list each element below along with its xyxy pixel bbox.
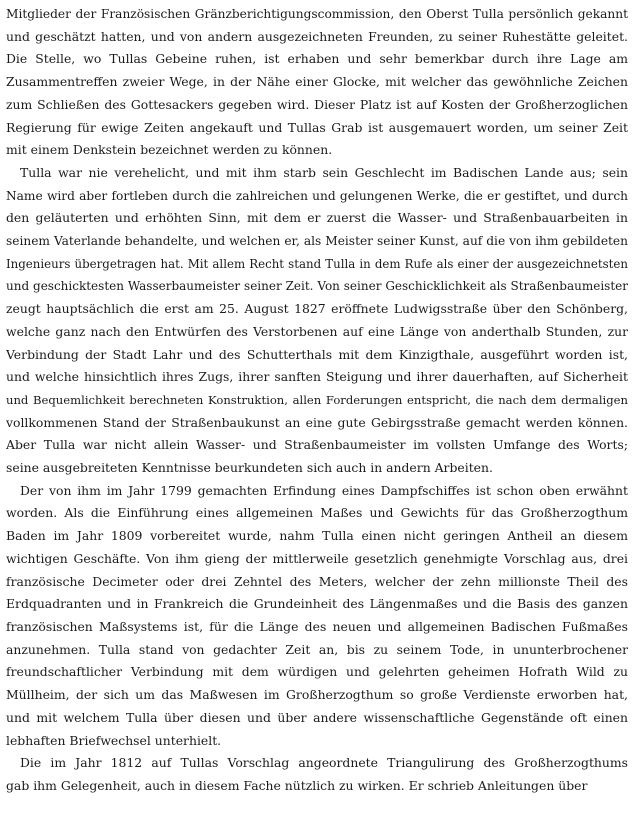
- text-line: mit einem Denkstein bezeichnet werden zu können.: [6, 142, 333, 158]
- text-line: gab ihm Gelegenheit, auch in diesem Fache nützlich zu wirken. Er schrieb Anleitungen über: [6, 777, 588, 793]
- text-line: vollkommenen Stand der Straßenbaukunst an eine gute Gebirgsstraße gemacht werden können.: [6, 414, 628, 430]
- text-line: Zusammentreffen zweier Wege, in der Nähe einer Glocke, mit welcher das gewöhnliche Zeichen: [6, 74, 628, 90]
- text-line: seine ausgebreiteten Kenntnisse beurkundeten sich auch in andern Arbeiten.: [6, 460, 493, 476]
- text-line: Müllheim, der sich um das Maßwesen im Großherzogthum so große Verdienste erworben hat,: [6, 687, 628, 703]
- paragraph-3: [6, 480, 628, 752]
- paragraph-1: [6, 3, 628, 162]
- document-body: [6, 3, 628, 798]
- text-line: Die Stelle, wo Tullas Gebeine ruhen, ist erhaben und sehr bemerkbar durch ihre Lage am: [6, 51, 628, 67]
- text-line: wichtigen Geschäfte. Von ihm gieng der mittlerweile gesetzlich genehmigte Vorschlag aus, drei: [6, 550, 628, 566]
- text-line: anzunehmen. Tulla stand von gedachter Zeit an, bis zu seinem Tode, in ununterbrochener: [6, 641, 628, 657]
- text-line: Tulla war nie verehelicht, und mit ihm starb sein Geschlecht im Badischen Lande aus; sein: [20, 164, 628, 180]
- text-line: und welche hinsichtlich ihres Zugs, ihrer sanften Steigung und ihrer dauerhaften, auf Sicherheit: [6, 369, 628, 385]
- text-line: worden. Als die Einführung eines allgemeinen Maßes und Gewichts für das Großherzogthum: [6, 505, 628, 521]
- text-line: französische Decimeter oder drei Zehntel des Meters, welcher der zehn millionste Theil des: [6, 573, 628, 589]
- text-line: seinem Vaterlande behandelte, und welchen er, als Meister seiner Kunst, auf die von ihm gebildeten: [6, 234, 628, 249]
- text-line: freundschaftlicher Verbindung mit dem würdigen und gelehrten geheimen Hofrath Wild zu: [6, 664, 628, 680]
- text-line: Name wird aber fortleben durch die zahlreichen und gelungenen Werke, die er gestiftet, und durch: [6, 188, 628, 203]
- text-line: welche ganz nach den Entwürfen des Verstorbenen auf eine Länge von anderthalb Stunden, zur: [6, 323, 628, 339]
- text-line: und geschätzt hatten, und von andern ausgezeichneten Freunden, zu seiner Ruhestätte geleitet.: [6, 28, 628, 44]
- text-line: und mit welchem Tulla über diesen und über andere wissenschaftliche Gegenstände oft einen: [6, 709, 628, 725]
- paragraph-2: [6, 162, 628, 480]
- text-line: und Bequemlichkeit berechneten Konstruktion, allen Forderungen entspricht, die nach dem dermaligen: [6, 392, 628, 407]
- text-line: zum Schließen des Gottesackers gegeben wird. Dieser Platz ist auf Kosten der Großherzoglichen: [6, 96, 628, 112]
- paragraph-4: [6, 752, 628, 797]
- text-line: Baden im Jahr 1809 vorbereitet wurde, nahm Tulla einen nicht geringen Antheil an diesem: [6, 528, 628, 544]
- text-line: Der von ihm im Jahr 1799 gemachten Erfindung eines Dampfschiffes ist schon oben erwähnt: [20, 482, 628, 498]
- text-line: Verbindung der Stadt Lahr und des Schutterthals mit dem Kinzigthale, ausgeführt worden ist,: [6, 346, 628, 362]
- text-line: Ingenieurs übergetragen hat. Mit allem Recht stand Tulla in dem Rufe als einer der ausgezeichnetsten: [6, 256, 628, 271]
- text-line: zeugt hauptsächlich die erst am 25. August 1827 eröffnete Ludwigsstraße über den Schönberg,: [6, 301, 628, 317]
- text-line: den geläuterten und erhöhten Sinn, mit dem er zuerst die Wasser- und Straßenbauarbeiten in: [6, 210, 628, 226]
- text-line: Erdquadranten und in Frankreich die Grundeinheit des Längenmaßes und die Basis des ganzen: [6, 596, 628, 612]
- text-line: lebhaften Briefwechsel unterhielt.: [6, 732, 222, 748]
- text-line: Die im Jahr 1812 auf Tullas Vorschlag angeordnete Triangulirung des Großherzogthums: [20, 755, 628, 771]
- text-line: Mitglieder der Französischen Gränzberichtigungscommission, den Oberst Tulla persönlich gekannt: [6, 7, 628, 21]
- text-line: französischen Maßsystems ist, für die Länge des neuen und allgemeinen Badischen Fußmaßes: [6, 618, 628, 634]
- text-line: Regierung für ewige Zeiten angekauft und Tullas Grab ist ausgemauert worden, um seiner Zeit: [6, 119, 628, 135]
- text-line: Aber Tulla war nicht allein Wasser- und Straßenbaumeister im vollsten Umfange des Worts;: [6, 437, 628, 453]
- text-line: und geschicktesten Wasserbaumeister seiner Zeit. Von seiner Geschicklichkeit als Straßenbaumeister: [6, 279, 628, 294]
